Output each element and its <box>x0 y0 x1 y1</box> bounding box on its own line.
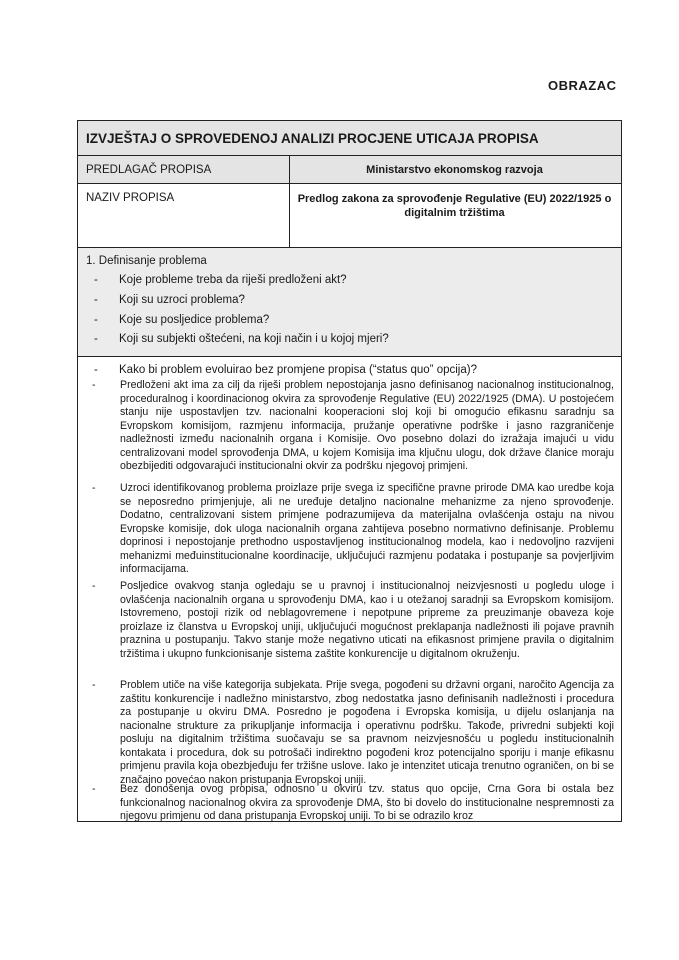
section-heading: 1. Definisanje problema <box>86 255 207 267</box>
question-item: - Koji su subjekti oštećeni, na koji način i u kojoj mjeri? <box>94 333 389 345</box>
regulation-value: Predlog zakona za sprovođenje Regulative (EU) 2022/1925 o digitalnim tržištima <box>297 193 612 219</box>
report-form <box>77 120 622 822</box>
question-item: - Koje probleme treba da riješi predloženi akt? <box>94 274 347 286</box>
regulation-label: NAZIV PROPISA <box>86 192 175 204</box>
question-item: - Kako bi problem evoluirao bez promjene propisa (“status quo” opcija)? <box>94 364 477 376</box>
regulation-row <box>78 184 621 248</box>
proponent-label: PREDLAGAČ PROPISA <box>86 164 212 176</box>
proponent-row <box>78 156 621 184</box>
question-item: - Koji su uzroci problema? <box>94 294 245 306</box>
answer-paragraph: - Uzroci identifikovanog problema proizlaze prije svega iz specifične pravne prirode DMA kao uredbe koja se neposredno primjenjuje, ali ne uređuje detaljno nacionalne mehanizme za njeno sprovođenje. Dodatno, centralizovani sistem primjene podrazumijeva da materijalna ovlašćenja ostaju na nivou Evropske komisije, dok uloga nacionalnih organa zahtijeva posebno normativno definisanje. Problemu doprinosi i nepostojanje prethodno uspostavljenog institucionalnog modela, kao i nedovoljno razvijeni mehanizmi međuinstitucionalne koordinacije, uključujući razmjenu podataka i postupanje sa povjerljivim informacijama. <box>92 482 614 575</box>
answer-paragraph: - Posljedice ovakvog stanja ogledaju se u pravnoj i institucionalnoj neizvjesnosti u pogledu uloge i ovlašćenja nacionalnih organa u sprovođenju DMA, kao i u otežanoj saradnji sa Evropskom komisijom. Istovremeno, postoji rizik od neblagovremene i nepotpune pripreme za preuzimanje obaveza koje proizlaze iz članstva u Evropskoj uniji, uključujući mogućnost preklapanja nadležnosti ili pojave pravnih praznina u postupanju. Takvo stanje može negativno uticati na efikasnost primjene pravila o digitalnim tržištima i ukupno funkcionisanje sistema zaštite konkurencije u digitalnom okruženju. <box>92 580 614 660</box>
form-label: OBRAZAC <box>548 78 617 93</box>
title-row <box>78 121 621 156</box>
problem-definition-row <box>78 248 621 357</box>
answer-paragraph: - Problem utiče na više kategorija subjekata. Prije svega, pogođeni su državni organi, naročito Agencija za zaštitu konkurencije i nadležno ministarstvo, zbog nedostatka jasno definisanih nadležnosti i procedura za postupanje u okviru DMA. Posredno je pogođena i Evropska komisija, u dijelu oslanjanja na nacionalne strukture za prikupljanje informacija i operativnu podršku. Takođe, privredni subjekti koji posluju na digitalnim tržištima suočavaju se sa pravnom neizvjesnošću u pogledu institucionalnih kontakata i procedura, dok su potrošači indirektno pogođeni kroz potencijalno sporiju i manje efikasnu primjenu pravila koja obezbjeđuju fer tržišne uslove. Iako je intenzitet uticaja trenutno ograničen, on bi se značajno povećao nakon pristupanja Evropskoj uniji. <box>92 679 614 786</box>
answer-paragraph: - Predloženi akt ima za cilj da riješi problem nepostojanja jasno definisanog nacionalnog institucionalnog, proceduralnog i koordinacionog okvira za sprovođenje Regulative (EU) 2022/1925 (DMA). U postojećem stanju nije uspostavljen tzv. nacionalni kooperacioni sloj koji bi omogućio efikasnu saradnju sa Evropskom komisijom, razmjenu informacija, pružanje operativne podrške i jasno razgraničenje nadležnosti između nacionalnih organa i Komisije. Ovo posebno dolazi do izražaja imajući u vidu centralizovani model sprovođenja DMA, u kojem Komisija ima ključnu ulogu, dok države članice moraju obezbijediti odgovarajući institucionalni okvir za podršku njegovoj primjeni. <box>92 379 614 472</box>
answer-paragraph: - Bez donošenja ovog propisa, odnosno u okviru tzv. status quo opcije, Crna Gora bi ostala bez funkcionalnog nacionalnog okvira za sprovođenje DMA, što bi dovelo do institucionalne nespremnosti za njegovu primjenu od dana pristupanja Evropskoj uniji. To bi se odrazilo kroz <box>92 783 614 822</box>
proponent-value: Ministarstvo ekonomskog razvoja <box>366 164 543 176</box>
question-item: - Koje su posljedice problema? <box>94 314 270 326</box>
report-title: IZVJEŠTAJ O SPROVEDENOJ ANALIZI PROCJENE UTICAJA PROPISA <box>86 131 539 146</box>
